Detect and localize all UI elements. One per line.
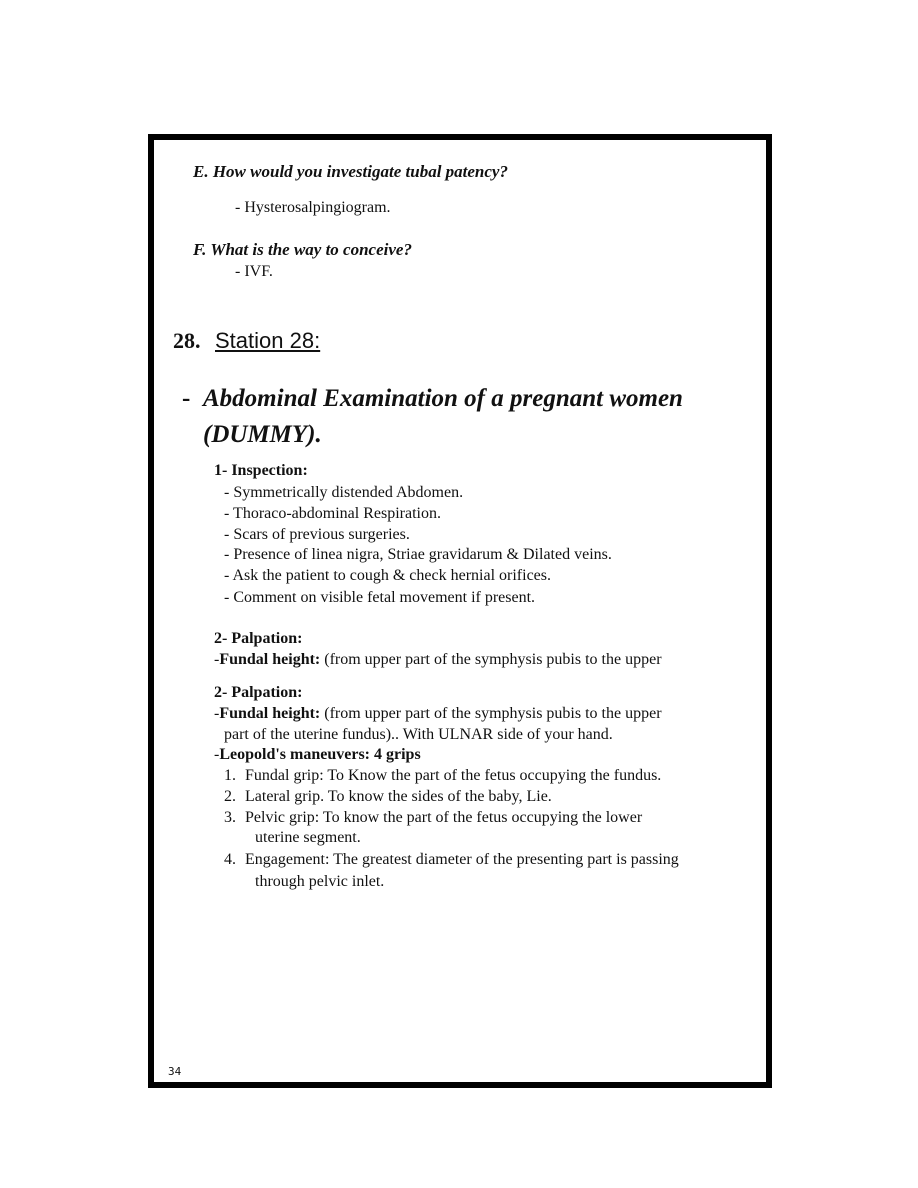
fundal-height-label: Fundal height: xyxy=(219,705,321,722)
grip-number: 1. xyxy=(224,767,236,784)
grip-text: Fundal grip: To Know the part of the fetus occupying the fundus. xyxy=(245,767,662,784)
leopold-line: -Leopold's maneuvers: 4 grips xyxy=(214,746,421,763)
grip-text: Engagement: The greatest diameter of the presenting part is passing xyxy=(245,851,679,868)
inspection-item: - Thoraco-abdominal Respiration. xyxy=(224,505,441,522)
fundal-height-text: (from upper part of the symphysis pubis to the upper xyxy=(324,705,662,722)
answer-e: - Hysterosalpingiogram. xyxy=(235,199,391,216)
grip-text: Pelvic grip: To know the part of the fetus occupying the lower xyxy=(245,809,643,826)
question-f: F. What is the way to conceive? xyxy=(193,240,412,259)
leopold-label: Leopold's maneuvers: 4 grips xyxy=(219,746,421,763)
inspection-item: - Comment on visible fetal movement if present. xyxy=(224,589,536,606)
grip-text-cont: through pelvic inlet. xyxy=(255,873,385,890)
station-number: 28. xyxy=(173,328,201,353)
inspection-item: - Symmetrically distended Abdomen. xyxy=(224,484,464,501)
section-dash: - xyxy=(182,385,191,412)
grip-text: Lateral grip. To know the sides of the baby, Lie. xyxy=(245,788,552,805)
inspection-item: - Ask the patient to cough & check hernial orifices. xyxy=(224,567,552,584)
grip-number: 2. xyxy=(224,788,236,805)
station-title: Station 28: xyxy=(215,328,321,353)
answer-f: - IVF. xyxy=(235,263,273,280)
inspection-item: - Scars of previous surgeries. xyxy=(224,526,410,543)
palpation-heading-partial: 2- Palpation: xyxy=(214,630,303,647)
grip-number: 4. xyxy=(224,851,236,868)
grip-number: 3. xyxy=(224,809,236,826)
fundal-height-label: Fundal height: xyxy=(219,651,321,668)
section-title-line1: Abdominal Examination of a pregnant women xyxy=(203,385,683,412)
inspection-item: - Presence of linea nigra, Striae gravidarum & Dilated veins. xyxy=(224,546,612,563)
fundal-height-cont: part of the uterine fundus).. With ULNAR side of your hand. xyxy=(224,726,613,743)
palpation-heading: 2- Palpation: xyxy=(214,684,303,701)
fundal-height-text: (from upper part of the symphysis pubis to the upper xyxy=(324,651,662,668)
fundal-height-line-partial: -Fundal height: (from upper part of the symphysis pubis to the upper xyxy=(214,651,662,668)
fundal-height-line: -Fundal height: (from upper part of the symphysis pubis to the upper xyxy=(214,705,662,722)
grip-text-cont: uterine segment. xyxy=(255,829,361,846)
question-e: E. How would you investigate tubal patency? xyxy=(193,162,508,181)
page-number: 34 xyxy=(168,1065,182,1078)
section-title-line2: (DUMMY). xyxy=(203,421,322,448)
inspection-heading: 1- Inspection: xyxy=(214,462,308,479)
